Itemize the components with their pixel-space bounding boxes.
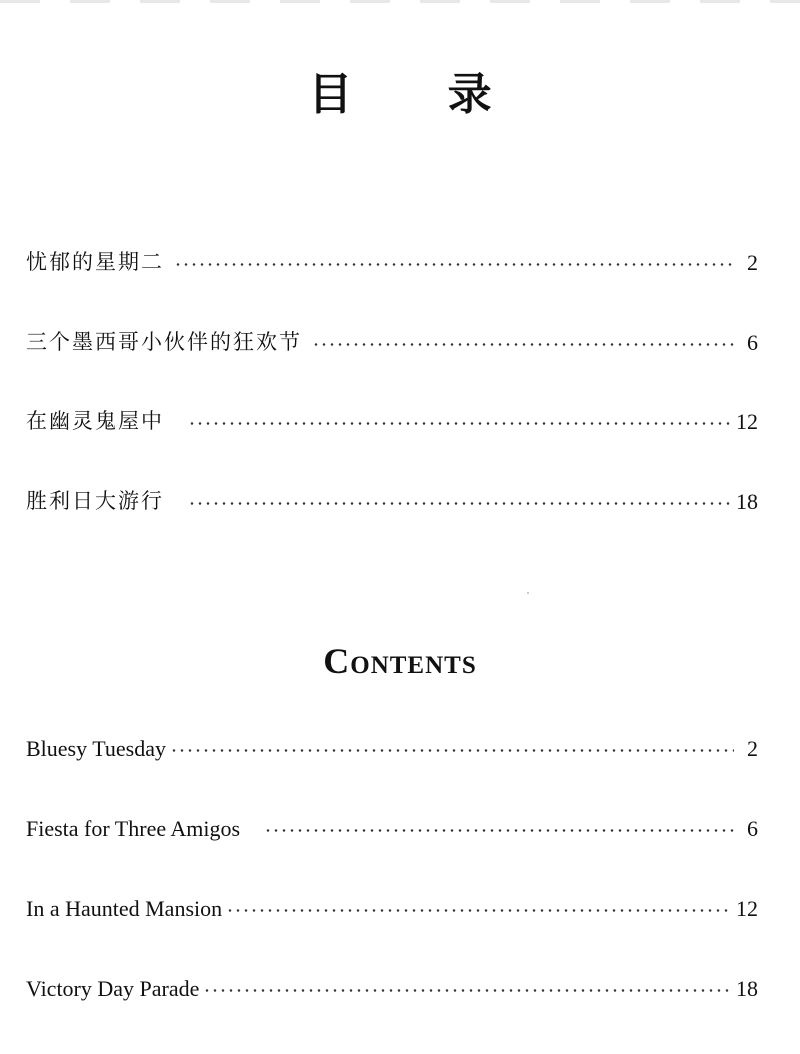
cn-entry-page: 2 [747, 250, 758, 275]
dot-leader [188, 422, 730, 425]
chinese-toc-title: 目 录 [308, 69, 532, 120]
cn-toc-entry[interactable] [26, 240, 758, 276]
dot-leader [188, 502, 730, 505]
cn-toc-entry[interactable] [26, 399, 758, 435]
en-entry-title: In a Haunted Mansion [26, 896, 223, 921]
cn-entry-page: 18 [736, 489, 758, 514]
cn-toc-entry[interactable] [26, 479, 758, 515]
en-entry-page: 18 [736, 976, 758, 1001]
en-entry-title: Fiesta for Three Amigos [26, 816, 241, 841]
en-entry-title: Bluesy Tuesday [26, 736, 166, 761]
scan-edge [0, 0, 800, 3]
en-toc-entry[interactable] [26, 806, 758, 842]
cn-entry-title: 在幽灵鬼屋中 [26, 409, 164, 433]
en-entry-title: Victory Day Parade [26, 976, 200, 1001]
en-entry-page: 2 [747, 736, 758, 761]
en-entry-page: 6 [747, 816, 758, 841]
dot-leader [203, 989, 730, 992]
cn-entry-page: 12 [736, 409, 758, 434]
cn-entry-page: 6 [747, 330, 758, 355]
en-toc-entry[interactable] [26, 726, 758, 762]
dot-leader [170, 749, 734, 752]
en-toc-entry[interactable] [26, 886, 758, 922]
cn-entry-title: 三个墨西哥小伙伴的狂欢节 [26, 330, 302, 354]
en-entry-page: 12 [736, 896, 758, 921]
cn-entry-title: 胜利日大游行 [26, 489, 164, 513]
dot-leader [312, 343, 734, 346]
cn-entry-title: 忧郁的星期二 [26, 250, 164, 274]
en-toc-entry[interactable] [26, 966, 758, 1002]
dot-leader [174, 263, 734, 266]
dot-leader [264, 829, 734, 832]
dot-leader [226, 909, 730, 912]
cn-toc-entry[interactable] [26, 320, 758, 356]
english-toc-title: Contents [323, 641, 477, 681]
scan-speck [527, 592, 529, 594]
